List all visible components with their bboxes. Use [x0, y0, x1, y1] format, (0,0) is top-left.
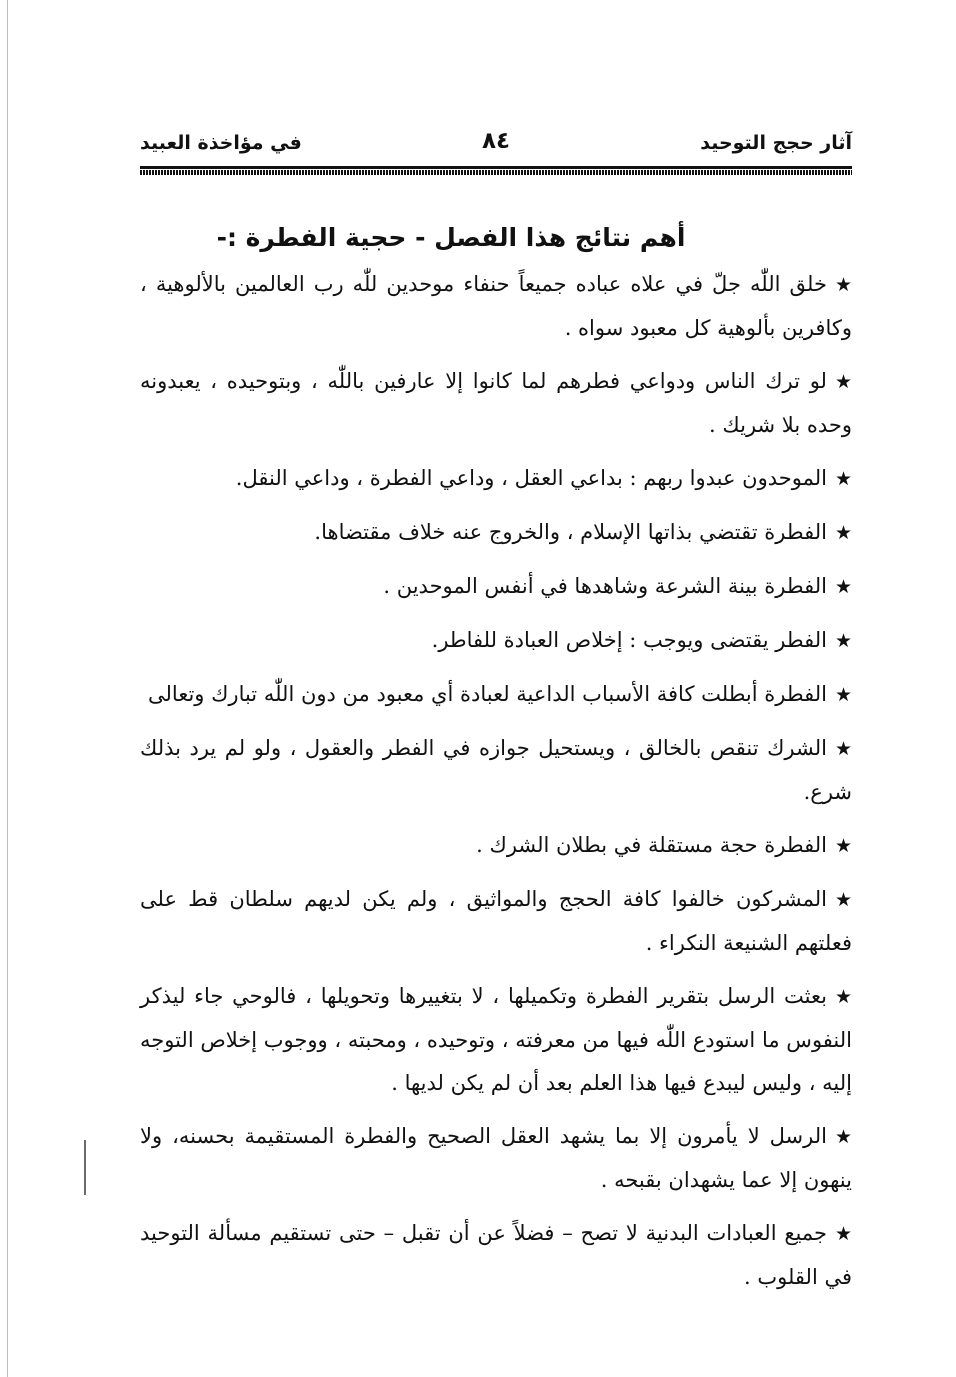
result-text: الفطرة حجة مستقلة في بطلان الشرك . — [476, 833, 827, 857]
star-bullet-icon: ★ — [834, 371, 852, 393]
result-text: الفطرة أبطلت كافة الأسباب الداعية لعبادة أي معبود من دون اللّٰه تبارك وتعالى — [148, 682, 827, 706]
header-book-title: آثار حجج التوحيد — [700, 132, 852, 154]
result-item — [140, 1115, 852, 1202]
star-bullet-icon: ★ — [834, 522, 852, 544]
scan-edge-line — [7, 0, 8, 1377]
chapter-heading: أهم نتائج هذا الفصل - حجية الفطرة :- — [216, 223, 686, 252]
result-item — [140, 878, 852, 965]
result-item — [140, 673, 852, 717]
book-page — [140, 128, 852, 1309]
header-rule-pattern — [140, 170, 852, 175]
header-page-number: ٨٤ — [481, 128, 511, 154]
scan-margin-mark — [84, 1140, 86, 1195]
result-text: الشرك تنقص بالخالق ، ويستحيل جوازه في الفطر والعقول ، ولو لم يرد بذلك شرع. — [140, 736, 852, 804]
running-header — [140, 128, 852, 164]
star-bullet-icon: ★ — [834, 835, 852, 857]
star-bullet-icon: ★ — [834, 576, 852, 598]
star-bullet-icon: ★ — [834, 274, 852, 296]
result-text: الموحدون عبدوا ربهم : بداعي العقل ، وداعي الفطرة ، وداعي النقل. — [235, 466, 827, 490]
result-text: لو ترك الناس ودواعي فطرهم لما كانوا إلا عارفين باللّٰه ، وبتوحيده ، يعبدونه وحده بلا شريك . — [140, 369, 852, 437]
result-item — [140, 457, 852, 501]
star-bullet-icon: ★ — [834, 630, 852, 652]
result-item — [140, 727, 852, 814]
result-text: خلق اللّٰه جلّ في علاه عباده جميعاً حنفاء موحدين للّٰه رب العالمين بالألوهية ، وكافرين بألوهية كل معبود سواه . — [140, 272, 852, 340]
result-text: الفطر يقتضى ويوجب : إخلاص العبادة للفاطر. — [431, 628, 827, 652]
star-bullet-icon: ★ — [834, 1223, 852, 1245]
result-text: المشركون خالفوا كافة الحجج والمواثيق ، ولم يكن لديهم سلطان قط على فعلتهم الشنيعة النكراء . — [140, 887, 852, 955]
result-item — [140, 263, 852, 350]
result-text: جميع العبادات البدنية لا تصح – فضلاً عن أن تقبل – حتى تستقيم مسألة التوحيد في القلوب . — [140, 1221, 852, 1289]
result-item — [140, 1212, 852, 1299]
result-item — [140, 824, 852, 868]
result-item — [140, 360, 852, 447]
star-bullet-icon: ★ — [834, 986, 852, 1008]
result-text: الرسل لا يأمرون إلا بما يشهد العقل الصحيح والفطرة المستقيمة بحسنه، ولا ينهون إلا عما يشهدان بقبحه . — [140, 1124, 852, 1192]
result-text: الفطرة تقتضي بذاتها الإسلام ، والخروج عنه خلاف مقتضاها. — [314, 520, 827, 544]
star-bullet-icon: ★ — [834, 468, 852, 490]
result-item — [140, 975, 852, 1105]
result-text: بعثت الرسل بتقرير الفطرة وتكميلها ، لا بتغييرها وتحويلها ، فالوحي جاء ليذكر النفوس ما استودع اللّٰه فيها من معرفته ، وتوحيده ، ومحبته ، ووجوب إخلاص التوجه إليه ، وليس ليبدع فيها هذا العلم بعد أن لم يكن لديها . — [140, 984, 852, 1095]
star-bullet-icon: ★ — [834, 738, 852, 760]
result-item — [140, 511, 852, 555]
result-item — [140, 565, 852, 609]
header-rule-thick — [140, 166, 852, 169]
star-bullet-icon: ★ — [834, 1126, 852, 1148]
header-book-subtitle: في مؤاخذة العبيد — [140, 132, 302, 154]
result-item — [140, 619, 852, 663]
star-bullet-icon: ★ — [834, 889, 852, 911]
result-text: الفطرة بينة الشرعة وشاهدها في أنفس الموحدين . — [383, 574, 827, 598]
header-rule — [140, 166, 852, 176]
results-list — [140, 263, 852, 1299]
star-bullet-icon: ★ — [834, 684, 852, 706]
